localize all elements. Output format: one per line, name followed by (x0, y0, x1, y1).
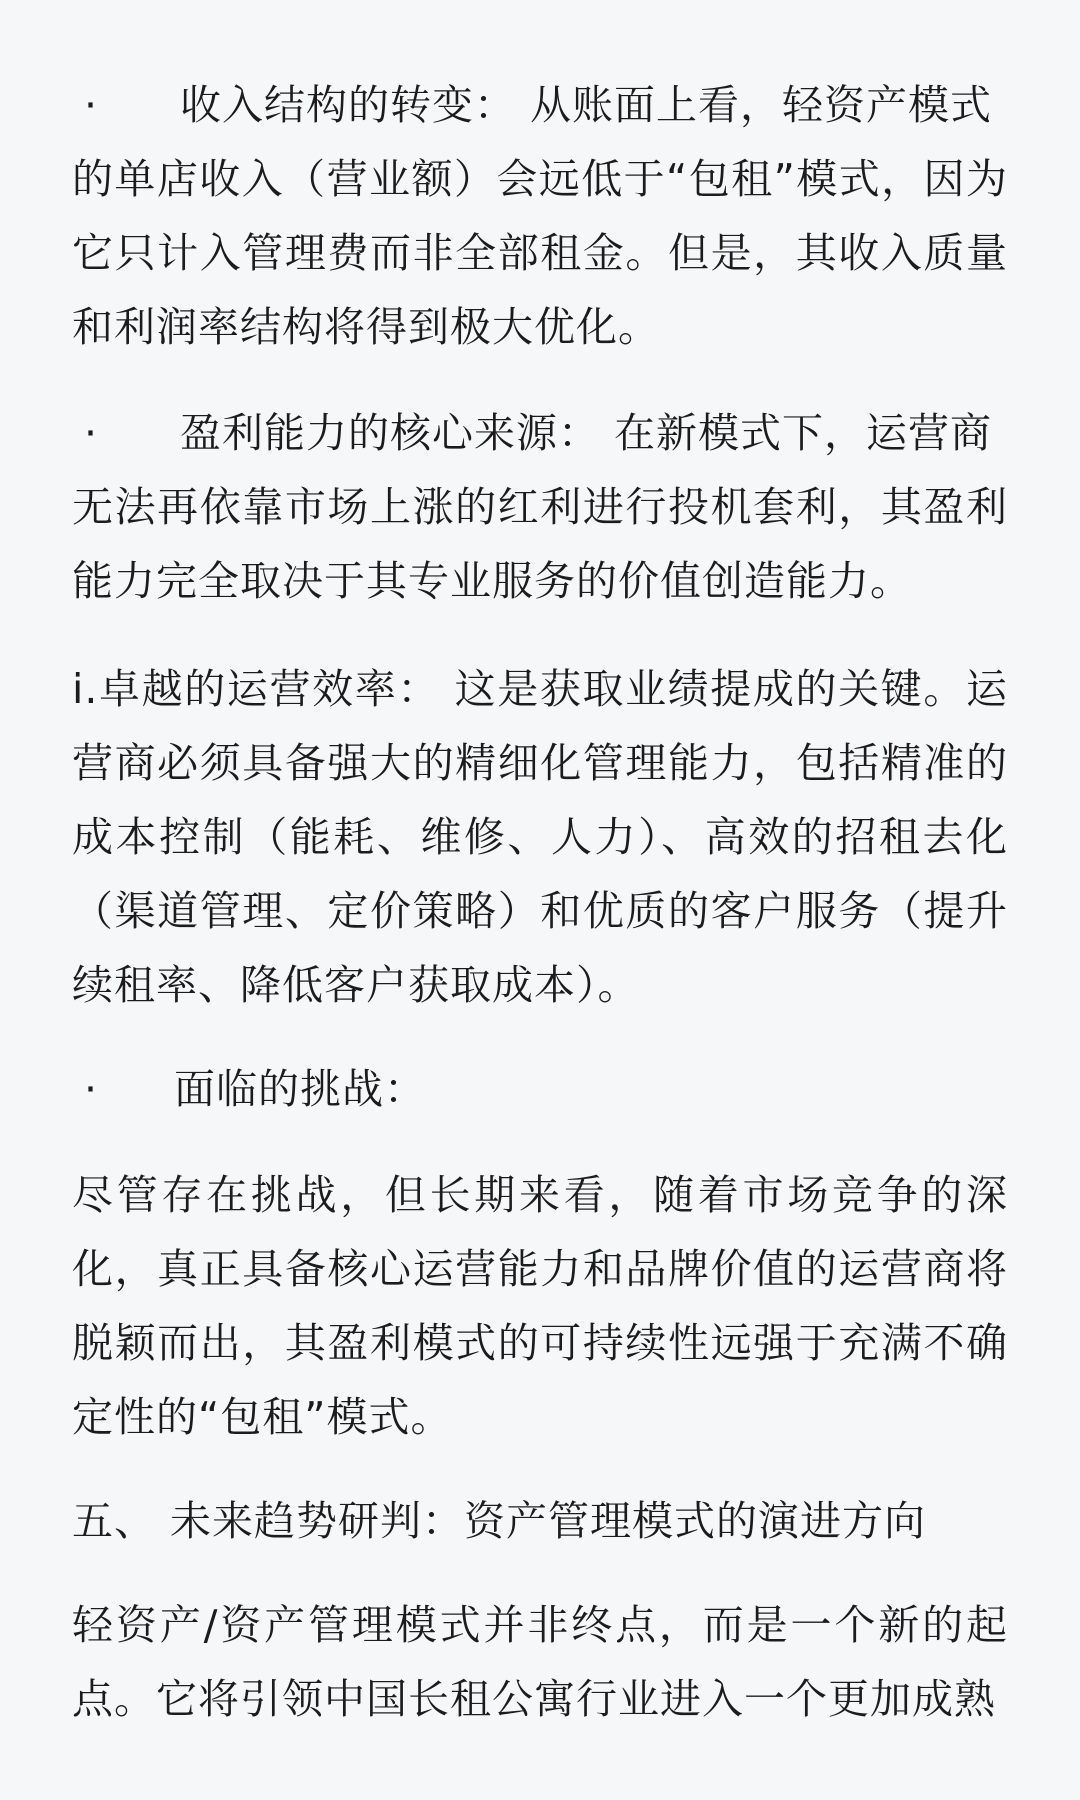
bullet-first-line: 面临的挑战： (174, 1065, 426, 1113)
paragraph-outlook: 尽管存在挑战，但长期来看，随着市场竞争的深化，真正具备核心运营能力和品牌价值的运营商将脱颖而出，其盈利模式的可持续性远强于充满不确定性的“包租”模式。 (72, 1171, 1008, 1441)
bullet-income-structure (72, 68, 1008, 364)
bullet-marker: · (84, 409, 98, 457)
bullet-body-text: 的单店收入（营业额）会远低于“包租”模式，因为它只计入管理费而非全部租金。但是，其收入质量和利润率结构将得到极大优化。 (72, 155, 1008, 351)
paragraph-operating-efficiency: i.卓越的运营效率： 这是获取业绩提成的关键。运营商必须具备强大的精细化管理能力，包括精准的成本控制（能耗、维修、人力）、高效的招租去化（渠道管理、定价策略）和优质的客户服务（提升续租率、降低客户获取成本）。 (72, 665, 1008, 1009)
bullet-challenges (72, 1052, 1008, 1126)
document-body (72, 68, 1008, 1736)
bullet-profit-source (72, 396, 1008, 618)
paragraph-future-trend: 轻资产/资产管理模式并非终点，而是一个新的起点。它将引领中国长租公寓行业进入一个更加成熟 (72, 1601, 1008, 1723)
bullet-body-text: 无法再依靠市场上涨的红利进行投机套利，其盈利能力完全取决于其专业服务的价值创造能力。 (72, 483, 1008, 605)
bullet-first-line: 盈利能力的核心来源： 在新模式下，运营商 (180, 409, 993, 457)
bullet-marker: · (84, 1065, 98, 1113)
section-heading: 五、 未来趋势研判：资产管理模式的演进方向 (72, 1497, 927, 1545)
bullet-first-line: 收入结构的转变： 从账面上看，轻资产模式 (180, 81, 993, 129)
bullet-marker: · (84, 81, 98, 129)
